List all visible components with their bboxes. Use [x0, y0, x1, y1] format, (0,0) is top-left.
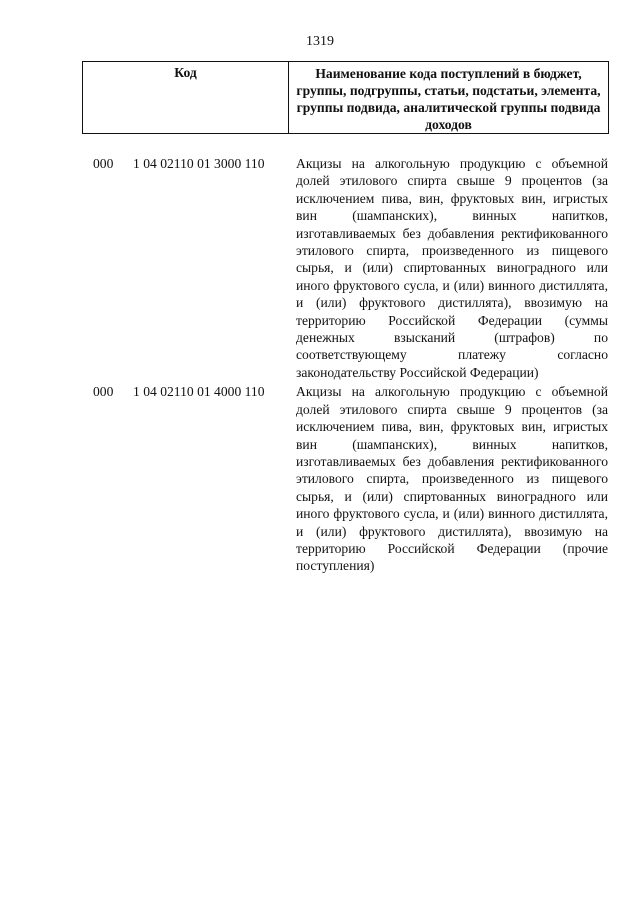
- header-name-cell: Наименование кода поступлений в бюджет, группы, подгруппы, статьи, подстатьи, элемента, группы подвида, аналитической группы подвида доходов: [289, 62, 609, 134]
- row-admin-code: 000: [93, 156, 114, 171]
- header-code-cell: Код: [83, 62, 289, 134]
- row-code: 1 04 02110 01 4000 110: [133, 384, 265, 400]
- table-body: [93, 155, 613, 577]
- table-row: [93, 383, 613, 574]
- row-admin-code: 000: [93, 384, 114, 400]
- table-row: [93, 155, 613, 381]
- table-header: [82, 61, 609, 134]
- row-description: Акцизы на алкогольную продукцию с объемной долей этилового спирта свыше 9 процентов (за исключением пива, вин, фруктовых вин, игристых вин (шампанских), винных напитков, изготавливаемых без добавления ректификованного этилового спирта, произведенного из пищевого сырья, и (или) спиртованных виноградного или иного фруктового сусла, и (или) винного дистиллята, и (или) фруктового дистиллята), ввозимую на территорию Российской Федерации (прочие поступления): [296, 384, 608, 574]
- row-description: Акцизы на алкогольную продукцию с объемной долей этилового спирта свыше 9 процентов (за исключением пива, вин, фруктовых вин, игристых вин (шампанских), винных напитков, изготавливаемых без добавления ректификованного этилового спирта, произведенного из пищевого сырья, и (или) спиртованных виноградного или иного фруктового сусла, и (или) винного дистиллята, и (или) фруктового дистиллята), ввозимую на территорию Российской Федерации (суммы денежных взысканий (штрафов) по соответствующему платежу согласно законодательству Российской Федерации): [296, 156, 608, 380]
- page-number: 1319: [306, 34, 334, 49]
- row-code: 1 04 02110 01 3000 110: [133, 156, 265, 171]
